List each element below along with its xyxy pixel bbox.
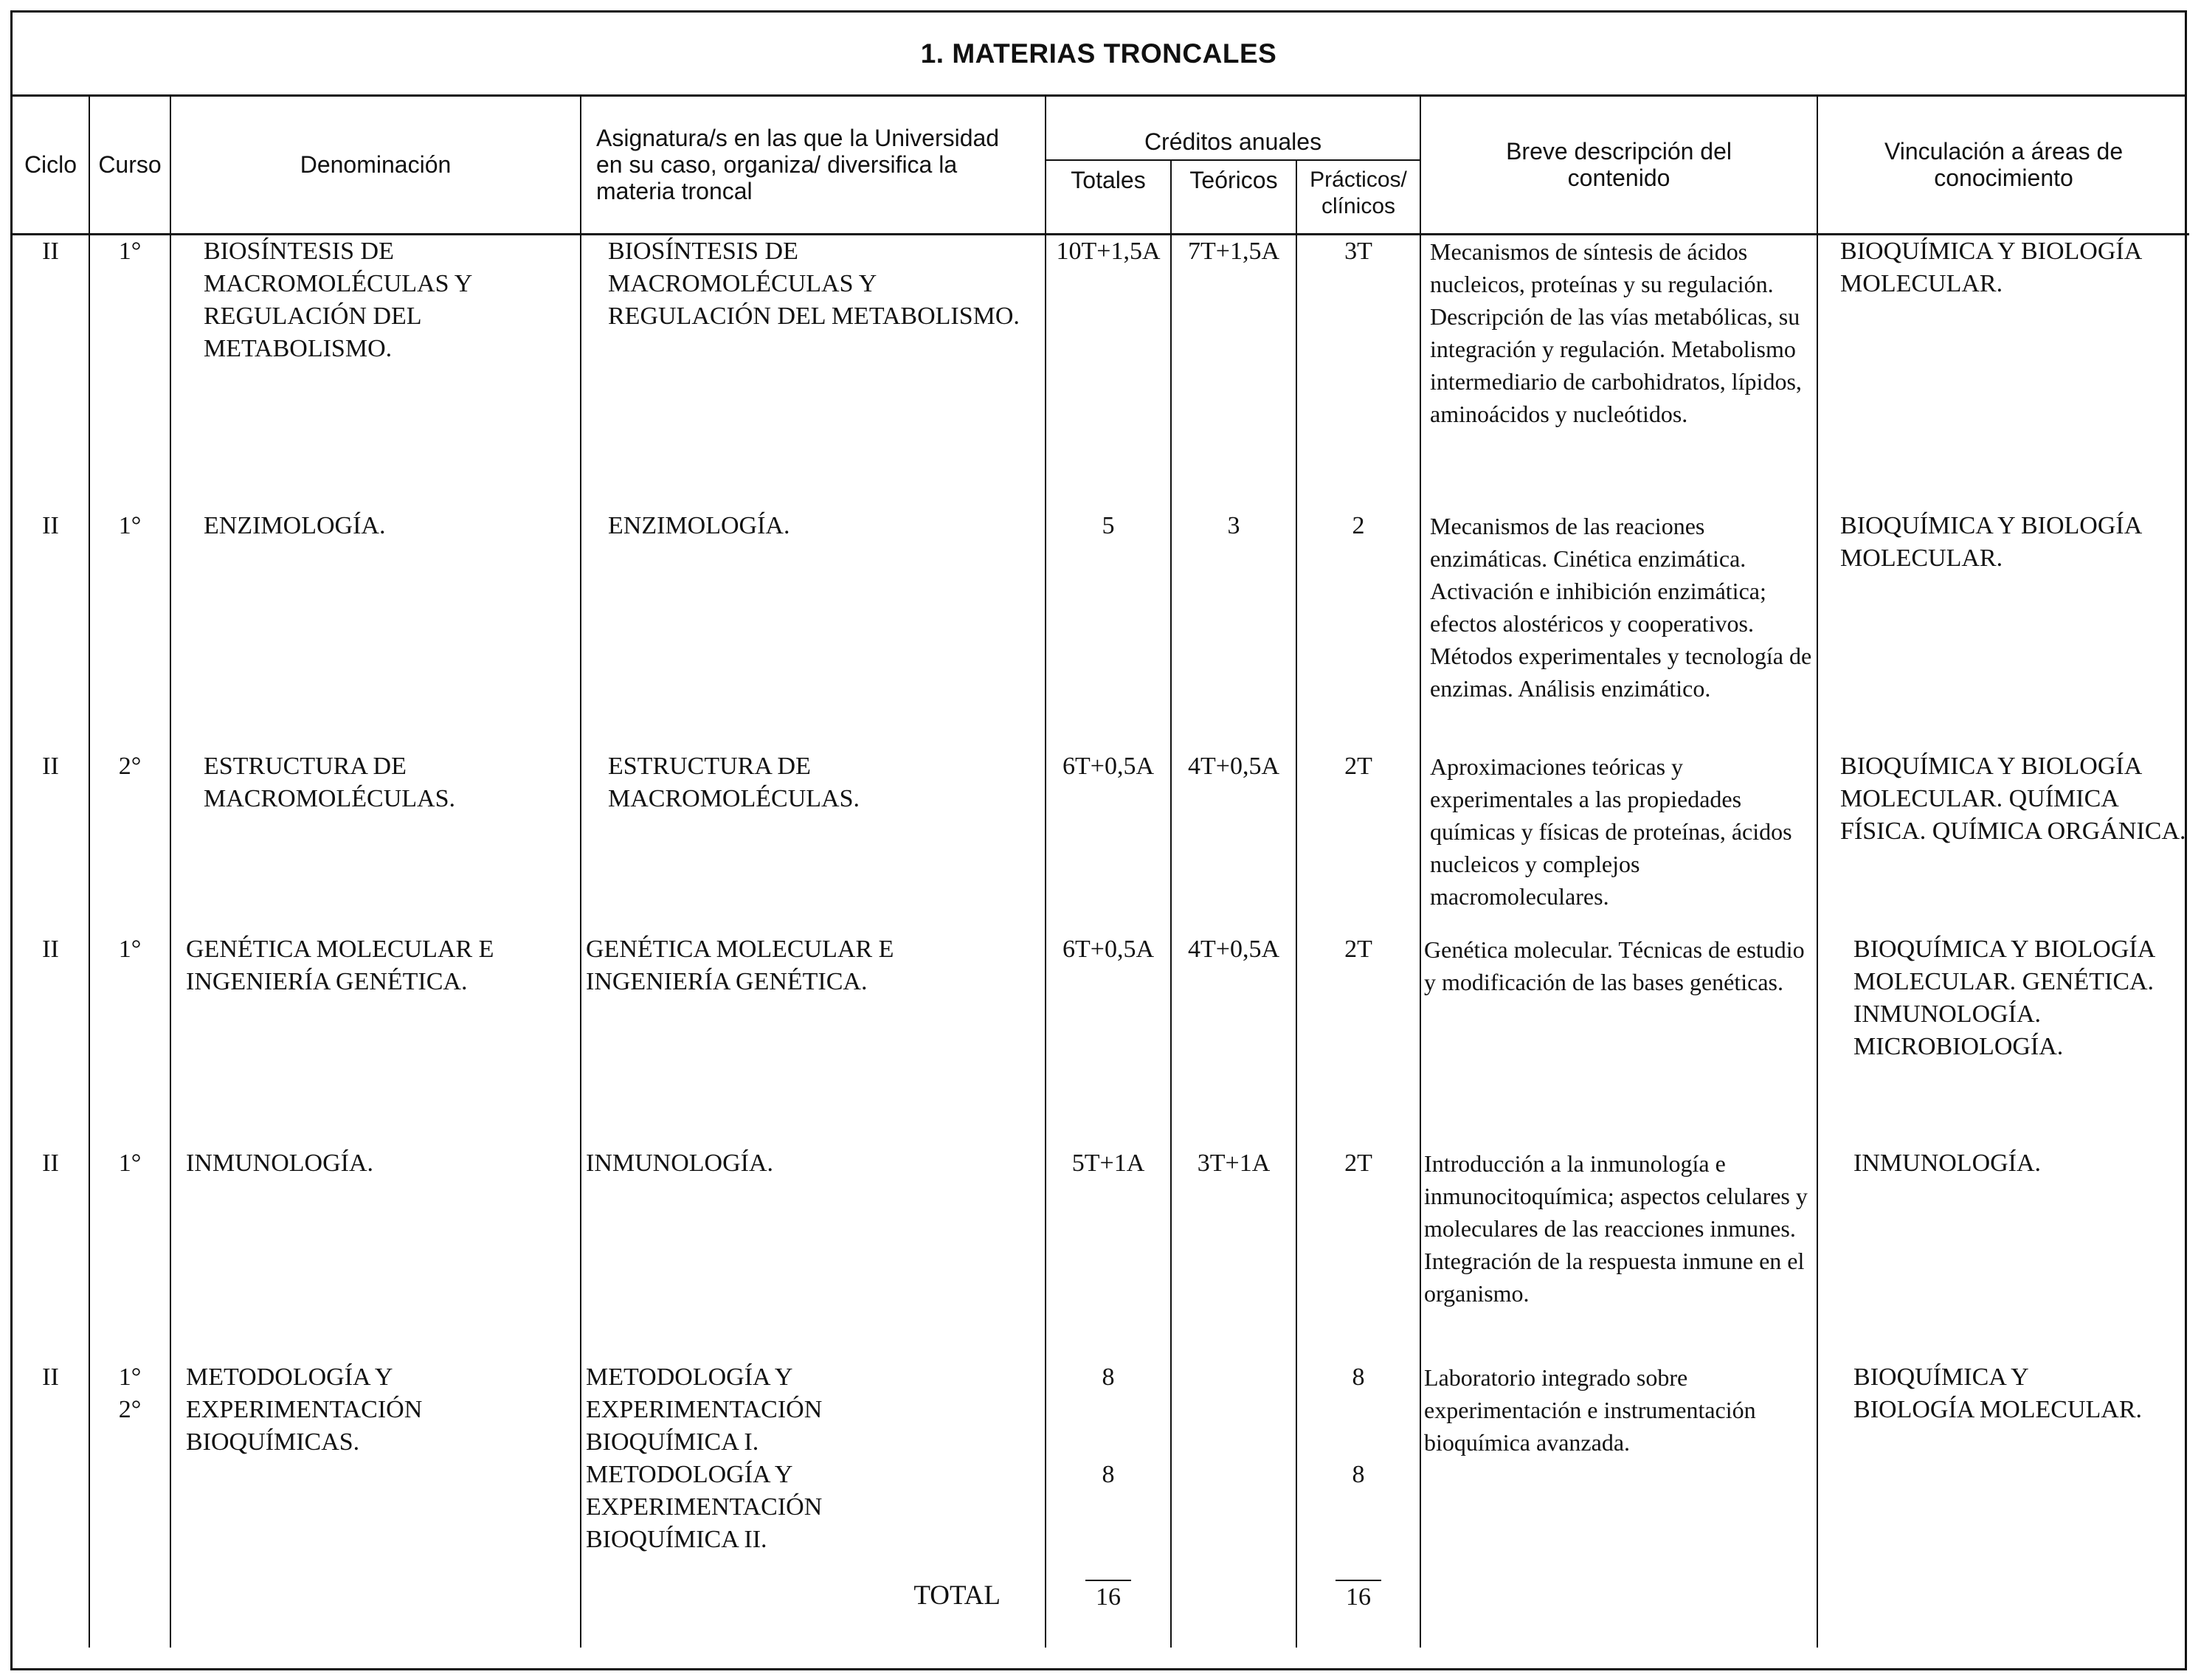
- subjects-table: [13, 97, 2189, 1648]
- cell-curso: 1°: [89, 933, 170, 1147]
- header-totales: Totales: [1046, 160, 1171, 234]
- table-row: [13, 510, 2189, 750]
- table-row: [13, 1361, 2189, 1580]
- cell-practicos: 2: [1296, 510, 1420, 750]
- cell-vinculacion: BIOQUÍMICA Y BIOLOGÍA MOLECULAR.: [1817, 510, 2189, 750]
- cell-descripcion: Genética molecular. Técnicas de estudio y modificación de las bases genéticas.: [1420, 933, 1817, 1147]
- cell-ciclo: II: [13, 1361, 89, 1580]
- cell-curso: 2°: [89, 750, 170, 933]
- cell-curso: 1°: [89, 510, 170, 750]
- cell-totales: 5T+1A: [1046, 1147, 1171, 1361]
- cell-descripcion: Aproximaciones teóricas y experimentales a las propiedades químicas y físicas de proteínas, ácidos nucleicos y complejos macromoleculares.: [1420, 750, 1817, 933]
- table-row: [13, 1147, 2189, 1361]
- header-teoricos: Teóricos: [1171, 160, 1296, 234]
- header-curso: Curso: [89, 97, 170, 234]
- cell-asignatura: ESTRUCTURA DE MACROMOLÉCULAS.: [581, 750, 1046, 933]
- asignatura-part-1: METODOLOGÍA Y EXPERIMENTACIÓN BIOQUÍMICA I.: [586, 1363, 823, 1456]
- total-totales: 16: [1085, 1580, 1131, 1614]
- cell-ciclo: II: [13, 750, 89, 933]
- cell-ciclo: II: [13, 933, 89, 1147]
- total-practicos: 16: [1336, 1580, 1381, 1614]
- total-row: [13, 1580, 2189, 1648]
- document-page: [10, 10, 2187, 1670]
- cell-practicos: 2T: [1296, 1147, 1420, 1361]
- cell-teoricos: 4T+0,5A: [1171, 750, 1296, 933]
- header-ciclo: Ciclo: [13, 97, 89, 234]
- cell-totales: 6T+0,5A: [1046, 933, 1171, 1147]
- cell-curso: 1° 2°: [89, 1361, 170, 1580]
- header-descripcion: Breve descripción del contenido: [1420, 97, 1817, 234]
- cell-vinculacion: BIOQUÍMICA Y BIOLOGÍA MOLECULAR. GENÉTICA. INMUNOLOGÍA. MICROBIOLOGÍA.: [1817, 933, 2189, 1147]
- cell-totales: 5: [1046, 510, 1171, 750]
- cell-asignatura: BIOSÍNTESIS DE MACROMOLÉCULAS Y REGULACIÓN DEL METABOLISMO.: [581, 234, 1046, 510]
- cell-asignatura: [581, 1361, 1046, 1580]
- cell-ciclo: II: [13, 510, 89, 750]
- cell-vinculacion: BIOQUÍMICA Y BIOLOGÍA MOLECULAR.: [1817, 234, 2189, 510]
- cell-teoricos: 3: [1171, 510, 1296, 750]
- totales-part-2: 8: [1102, 1461, 1115, 1488]
- cell-practicos: [1296, 1361, 1420, 1580]
- cell-totales: 10T+1,5A: [1046, 234, 1171, 510]
- table-row: [13, 933, 2189, 1147]
- cell-practicos: 2T: [1296, 750, 1420, 933]
- cell-vinculacion: BIOQUÍMICA Y BIOLOGÍA MOLECULAR. QUÍMICA FÍSICA. QUÍMICA ORGÁNICA.: [1817, 750, 2189, 933]
- header-denominacion: Denominación: [170, 97, 581, 234]
- header-asignatura: Asignatura/s en las que la Universidad en su caso, organiza/ diversifica la materia troncal: [581, 97, 1046, 234]
- cell-denominacion: ENZIMOLOGÍA.: [170, 510, 581, 750]
- header-practicos: Prácticos/ clínicos: [1296, 160, 1420, 234]
- practicos-part-1: 8: [1352, 1363, 1365, 1391]
- header-vinculacion: Vinculación a áreas de conocimiento: [1817, 97, 2189, 234]
- cell-practicos: 2T: [1296, 933, 1420, 1147]
- cell-asignatura: INMUNOLOGÍA.: [581, 1147, 1046, 1361]
- table-row: [13, 750, 2189, 933]
- cell-denominacion: BIOSÍNTESIS DE MACROMOLÉCULAS Y REGULACIÓN DEL METABOLISMO.: [170, 234, 581, 510]
- cell-descripcion: Introducción a la inmunología e inmunocitoquímica; aspectos celulares y moleculares de las reacciones inmunes. Integración de la respuesta inmune en el organismo.: [1420, 1147, 1817, 1361]
- totales-part-1: 8: [1102, 1363, 1115, 1391]
- cell-curso: 1°: [89, 234, 170, 510]
- cell-descripcion: Laboratorio integrado sobre experimentación e instrumentación bioquímica avanzada.: [1420, 1361, 1817, 1580]
- cell-descripcion: Mecanismos de las reaciones enzimáticas. Cinética enzimática. Activación e inhibición enzimática; efectos alostéricos y cooperativos. Métodos experimentales y tecnología de enzimas. Análisis enzimático.: [1420, 510, 1817, 750]
- cell-ciclo: II: [13, 1147, 89, 1361]
- cell-curso: 1°: [89, 1147, 170, 1361]
- cell-denominacion: METODOLOGÍA Y EXPERIMENTACIÓN BIOQUÍMICAS.: [170, 1361, 581, 1580]
- table-row: [13, 234, 2189, 510]
- asignatura-part-2: METODOLOGÍA Y EXPERIMENTACIÓN BIOQUÍMICA II.: [586, 1461, 823, 1553]
- cell-denominacion: GENÉTICA MOLECULAR E INGENIERÍA GENÉTICA.: [170, 933, 581, 1147]
- cell-practicos: 3T: [1296, 234, 1420, 510]
- cell-totales: 6T+0,5A: [1046, 750, 1171, 933]
- cell-ciclo: II: [13, 234, 89, 510]
- cell-vinculacion: INMUNOLOGÍA.: [1817, 1147, 2189, 1361]
- total-label: TOTAL: [581, 1580, 1046, 1648]
- cell-teoricos: 7T+1,5A: [1171, 234, 1296, 510]
- section-title: 1. MATERIAS TRONCALES: [13, 13, 2185, 97]
- cell-denominacion: ESTRUCTURA DE MACROMOLÉCULAS.: [170, 750, 581, 933]
- cell-vinculacion: BIOQUÍMICA Y BIOLOGÍA MOLECULAR.: [1817, 1361, 2189, 1580]
- practicos-part-2: 8: [1352, 1461, 1365, 1488]
- cell-asignatura: ENZIMOLOGÍA.: [581, 510, 1046, 750]
- cell-teoricos: 3T+1A: [1171, 1147, 1296, 1361]
- cell-teoricos: 4T+0,5A: [1171, 933, 1296, 1147]
- cell-descripcion: Mecanismos de síntesis de ácidos nucleicos, proteínas y su regulación. Descripción de las vías metabólicas, su integración y regulación. Metabolismo intermediario de carbohidratos, lípidos, aminoácidos y nucleótidos.: [1420, 234, 1817, 510]
- cell-totales: [1046, 1361, 1171, 1580]
- header-creditos: Créditos anuales: [1046, 97, 1420, 160]
- cell-teoricos: [1171, 1361, 1296, 1580]
- cell-denominacion: INMUNOLOGÍA.: [170, 1147, 581, 1361]
- cell-asignatura: GENÉTICA MOLECULAR E INGENIERÍA GENÉTICA.: [581, 933, 1046, 1147]
